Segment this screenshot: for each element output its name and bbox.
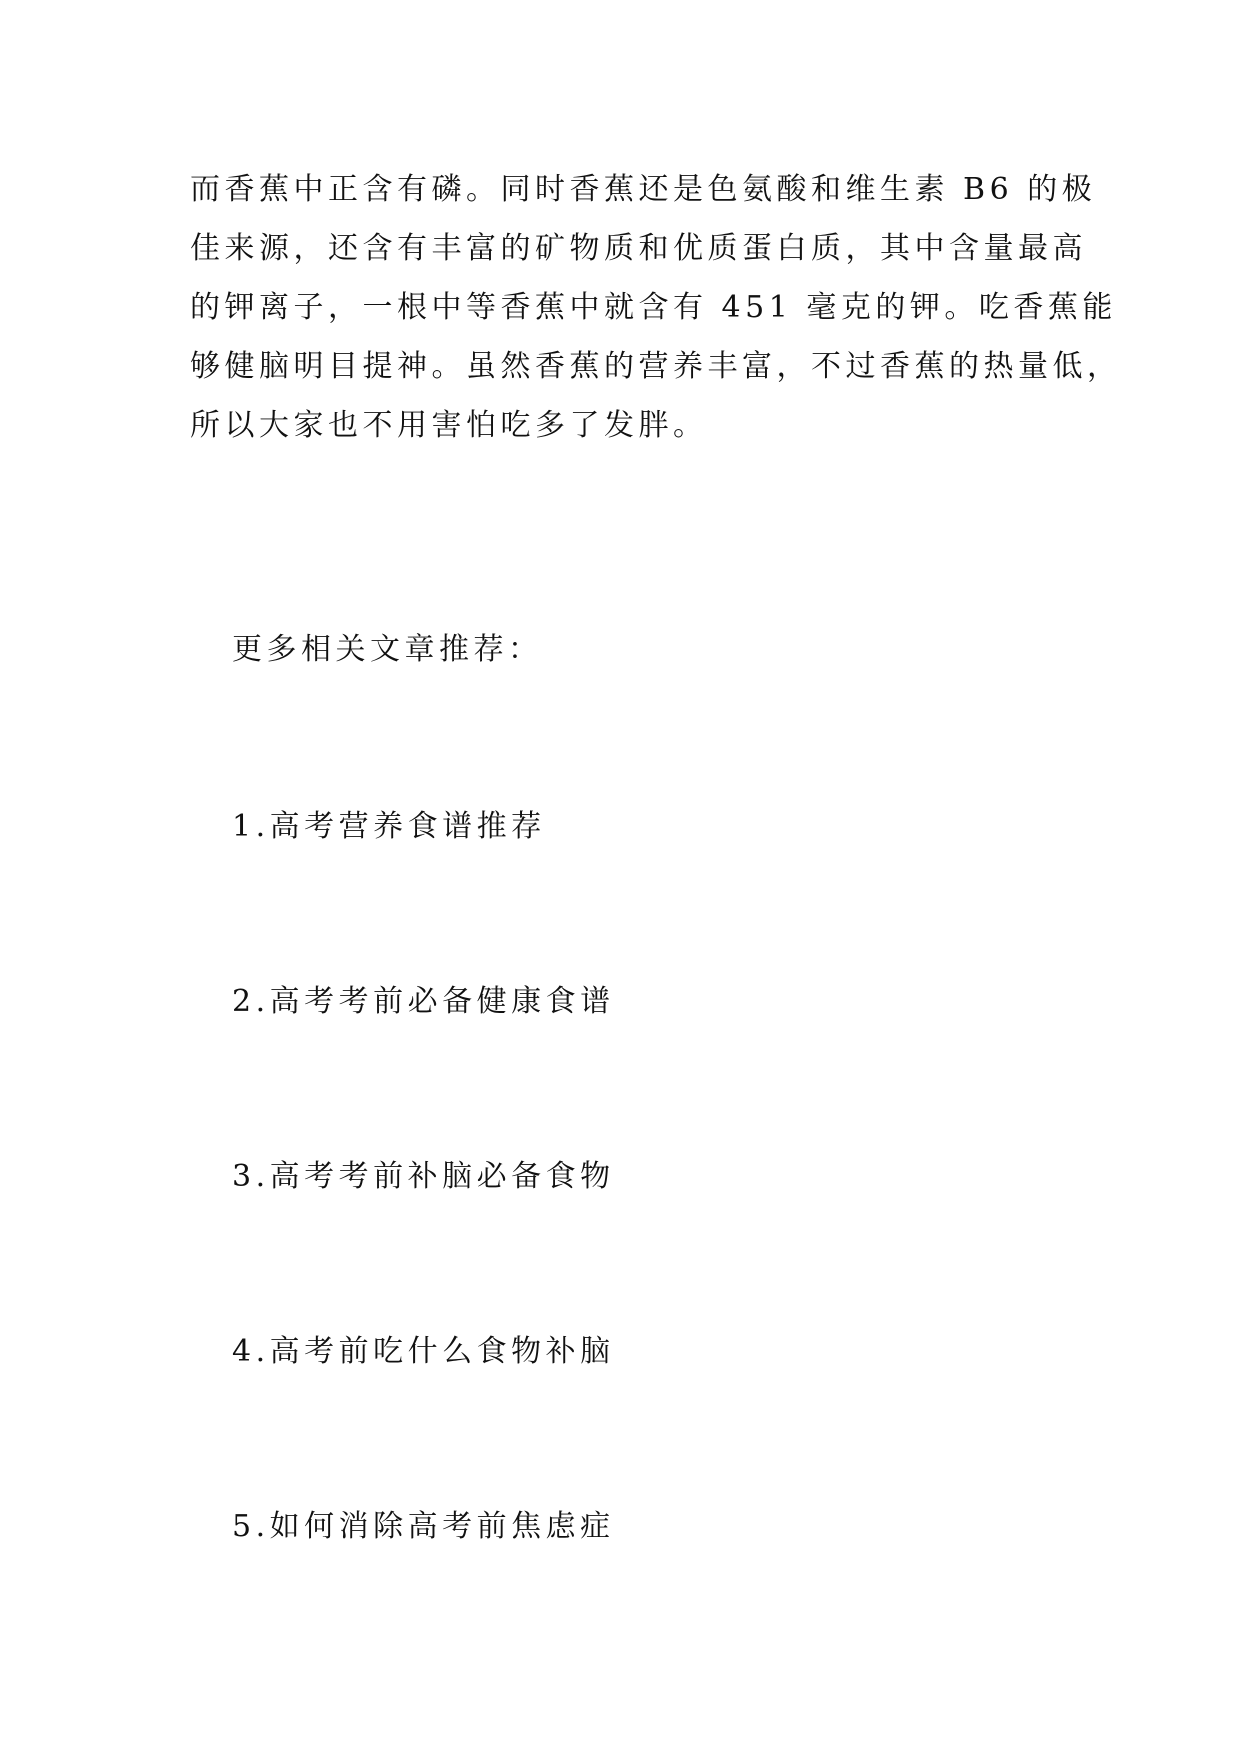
paragraph-line: 佳来源，还含有丰富的矿物质和优质蛋白质，其中含量最高 <box>190 231 1087 266</box>
article-paragraph <box>190 160 1122 455</box>
related-articles-list <box>232 797 615 1672</box>
paragraph-line: 而香蕉中正含有磷。同时香蕉还是色氨酸和维生素 B6 的极 <box>190 172 1097 207</box>
paragraph-line: 的钾离子，一根中等香蕉中就含有 451 毫克的钾。吃香蕉能 <box>190 290 1117 325</box>
related-articles-heading: 更多相关文章推荐： <box>232 632 543 667</box>
related-article-link[interactable]: 4.高考前吃什么食物补脑 <box>232 1334 615 1369</box>
related-article-link[interactable]: 3.高考考前补脑必备食物 <box>232 1159 615 1194</box>
paragraph-line: 所以大家也不用害怕吃多了发胖。 <box>190 408 708 443</box>
related-article-link[interactable]: 1.高考营养食谱推荐 <box>232 809 546 844</box>
related-article-link[interactable]: 5.如何消除高考前焦虑症 <box>232 1509 615 1544</box>
related-article-link[interactable]: 2.高考考前必备健康食谱 <box>232 984 615 1019</box>
paragraph-line: 够健脑明目提神。虽然香蕉的营养丰富，不过香蕉的热量低， <box>190 349 1122 384</box>
